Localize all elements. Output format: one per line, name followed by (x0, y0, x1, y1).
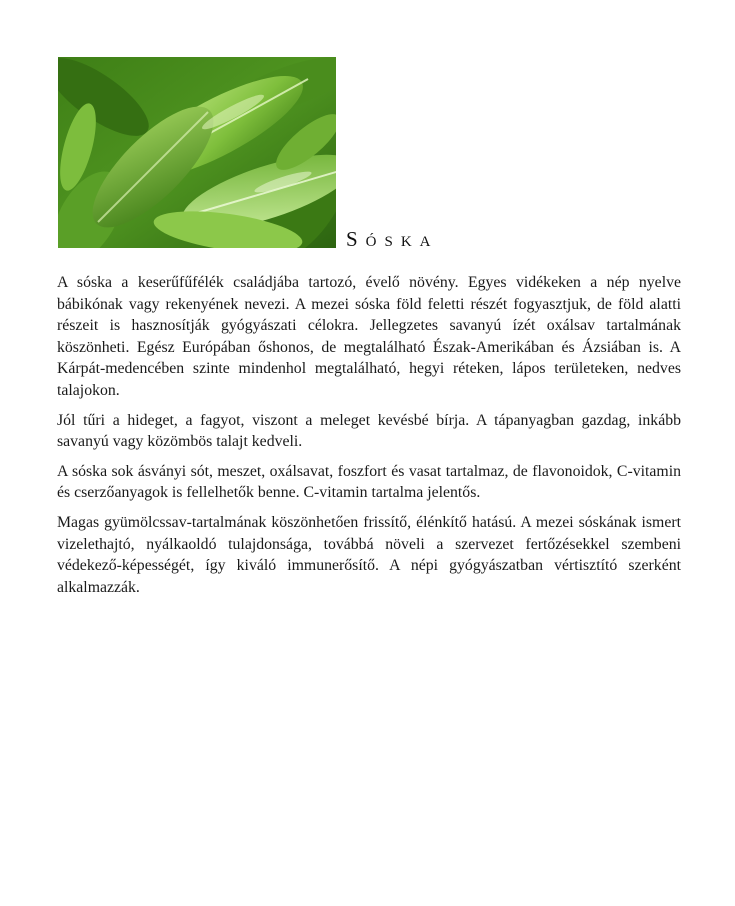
paragraph: A sóska sok ásványi sót, meszet, oxálsavat, foszfort és vasat tartalmaz, de flavonoidok, C-vitamin és cserzőanyagok is fellelhetők benne. C-vitamin tartalma jelentős. (57, 462, 681, 502)
page-title: Sóska (346, 227, 439, 251)
article-body (57, 272, 681, 606)
header (58, 56, 439, 251)
sorrel-photo (58, 57, 336, 248)
paragraph: Jól tűri a hideget, a fagyot, viszont a meleget kevésbé bírja. A tápanyagban gazdag, inkább savanyú vagy közömbös talajt kedveli. (57, 411, 681, 451)
paragraph: Magas gyümölcssav-tartalmának köszönhetően frissítő, élénkítő hatású. A mezei sóskának ismert vizelethajtó, nyálkaoldó tulajdonsága, továbbá növeli a szervezet fertőzésekkel szembeni védekező-képességét, így kiváló immunerősítő. A népi gyógyászatban vértisztító szerként alkalmazzák. (57, 513, 681, 596)
paragraph: A sóska a keserűfűfélék családjába tartozó, évelő növény. Egyes vidékeken a nép nyelve bábikónak vagy rekenyének nevezi. A mezei sóska föld feletti részét fogyasztjuk, de föld alatti részeit is hasznosítják gyógyászati célokra. Jellegzetes savanyú ízét oxálsav tartalmának köszönheti. Egész Európában őshonos, de megtalálható Észak-Amerikában és Ázsiában is. A Kárpát-medencében szinte mindenhol megtalálható, hegyi réteken, lápos területeken, nedves talajokon. (57, 274, 681, 399)
